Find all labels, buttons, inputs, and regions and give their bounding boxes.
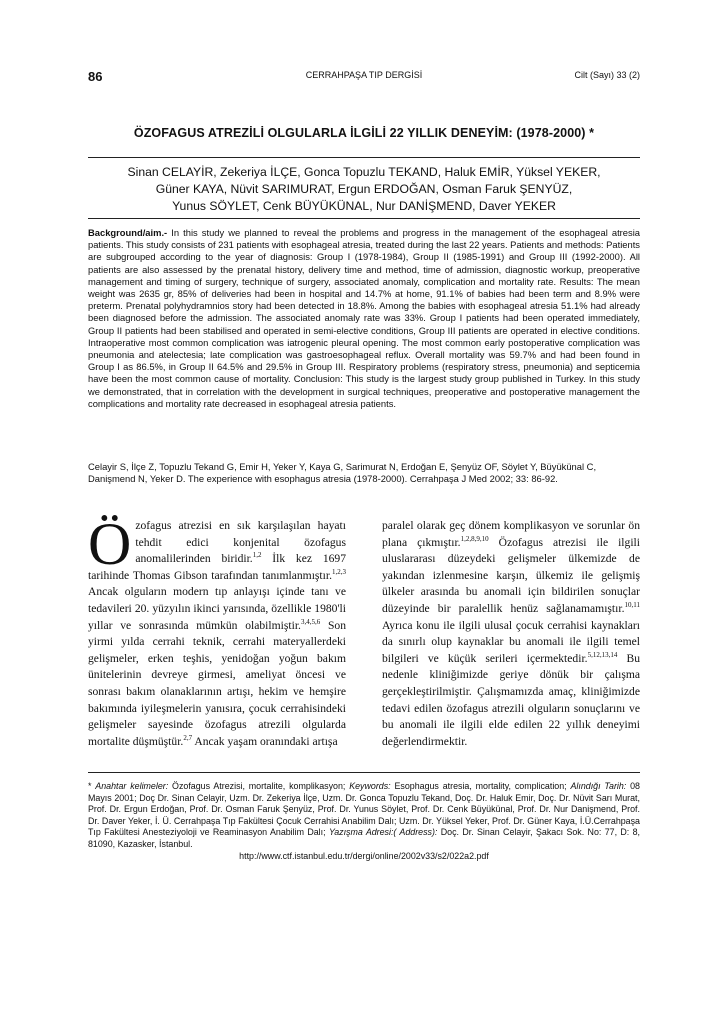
- address-text: Doç. Dr. Sinan Celayir, Şakacı Sok. No: 77, D: 8, 81090, Kazasker, İstanbul.: [88, 827, 640, 849]
- reference-marker: 5,12,13,14: [587, 650, 618, 659]
- article-url[interactable]: http://www.ctf.istanbul.edu.tr/dergi/online/2002v33/s2/022a2.pdf: [239, 851, 489, 861]
- keywords-label: Anahtar kelimeler:: [95, 781, 169, 791]
- body-column-left: [88, 511, 347, 750]
- page-number: 86: [88, 69, 103, 84]
- affiliations-text: 08 Mayıs 2001; Doç Dr. Sinan Celayir, Uzm. Dr. Zekeriya İlçe, Uzm. Dr. Gonca Topuzlu Tekand, Doç. Dr. Haluk Emir, Doç. Dr. Nüvit Sarı Murat, Prof. Dr. Ergun Erdoğan, Prof. Dr. Osman Faruk Şenyüz, Prof. Dr. Yunus Söylet, Prof. Dr. Cenk Büyükünal, Prof. Dr. Nur Danişmend, Prof. Dr. Daver Yeker, İ. Ü. Cerrahpaşa Tıp Fakültesi Çocuk Cerrahisi Anabilim Dalı; Uzm. Dr. Yüksel Yeker, Prof. Dr. Güner Kaya, İ.Ü.Cerrahpaşa Tıp Fakültesi Anesteziyoloji ve Reaminasyon Anabilim Dalı;: [88, 781, 640, 837]
- body-text: Ancak yaşam oranındaki artışa: [192, 734, 338, 748]
- reference-marker: 10,11: [624, 601, 640, 610]
- body-text: zofagus atrezisi en sık karşılaşılan hayatı tehdit edici konjenital özofagus anomalilerinden biridir.: [135, 519, 346, 566]
- reference-marker: 1,2,3: [332, 567, 346, 576]
- reference-marker: 2,7: [183, 733, 193, 742]
- author-list: [88, 164, 640, 215]
- article-title: ÖZOFAGUS ATREZİLİ OLGULARLA İLGİLİ 22 YILLIK DENEYİM: (1978-2000) *: [133, 126, 595, 140]
- body-text: Ancak olguların modern tıp anlayışı içinde tanı ve tedavileri 20. yüzyılın ikinci yarısında, özellikle 1980'li yıllar ve sonrasında mümkün olabilmiştir.: [88, 585, 346, 632]
- abstract-label: Background/aim.-: [88, 227, 168, 238]
- footnote-divider: [88, 772, 640, 773]
- author-line: Yunus SÖYLET, Cenk BÜYÜKÜNAL, Nur DANİŞMEND, Daver YEKER: [172, 199, 556, 213]
- received-date-label: Alındığı Tarih:: [570, 781, 627, 791]
- body-text: Son yirmi yılda cerrahi teknik, cerrahi materyallerdeki gelişmeler, erken teşhis, yenidoğan yoğun bakım ünitelerinin devreye girmesi, ameliyat öncesi ve sonrası bakım olanaklarının artışı, hekim ve hemşire bakımında iyileşmelerin yanısıra, çocuk cerrahisindeki gelişmeler sayesinde özofagus atrezili olgularda mortalite düşmüştür.: [88, 618, 346, 748]
- body-text: Ayrıca konu ile ilgili ulusal çocuk cerrahisi kaynakları da sınırlı olup kaynaklar bu anomali ile ilgili temel bilgileri ve küçük serileri içermektedir.: [382, 618, 640, 665]
- keywords-en-text: Esophagus atresia, mortality, complication;: [390, 781, 571, 791]
- reference-marker: 1,2,8,9,10: [460, 534, 489, 543]
- drop-cap: Ö: [88, 511, 132, 577]
- abstract-text: In this study we planned to reveal the problems and progress in the management of the esophageal atresia patients. This study consists of 231 patients with esophageal atresia, treated during the last 22 years. Patients and methods: Patients are subgrouped according to the year of diagnosis: Group I (1978-1984), Group II (1985-1991) and Group III (1992-2000). All patients are also assessed by the prenatal history, delivery time and method, time of admission, diagnostic workup, preoperative management and timing of surgery, technique of surgery, associated anomaly, complication and mortality rate. Results: The mean weight was 2635 gr, 85% of deliveries had been in hospital and 14.7% at home, 91.1% of babies had been term and 8.9% were preterm. Prenatal polyhydramnios story had been detected in 18.8%. Among the babies with esophageal atresia 51.1% had already been diagnosed before the admission. The associated anomaly rate was 33%. Group I patients had been operated immediately, Group II patients had been stabilised and operated in semi-elective conditions, Group III patients are operated in elective conditions. Intraoperative most common complication was iatrogenic pleural opening. The most common early postoperative complication was pneumonia and atelectesia; late complication was gastroesophageal reflux. Overall mortality was 59.7% and had been found in Group I as 86.5%, in Group II 64.5% and 29.5% in Group III. Respiratory problems (respiratory stress, pneumonia) and septicemia have been the most common cause of mortality. Conclusion: This study is the largest study group published in Turkey. In this study we demonstrated, that in correlation with the development in surgical techniques, preoperative and postoperative management the complications and mortality rate decreased in esophageal atresia patients.: [88, 227, 640, 409]
- footnote: [88, 781, 640, 850]
- body-column-right: [382, 518, 640, 750]
- abstract: [88, 227, 640, 410]
- title-divider: [88, 157, 640, 158]
- footnote-marker: *: [88, 781, 96, 791]
- reference-marker: 1,2: [252, 551, 262, 560]
- address-label: Yazışma Adresi:( Address):: [328, 827, 438, 837]
- page-header: [88, 66, 640, 86]
- author-line: Güner KAYA, Nüvit SARIMURAT, Ergun ERDOĞAN, Osman Faruk ŞENYÜZ,: [155, 182, 573, 196]
- journal-name: CERRAHPAŞA TIP DERGİSİ: [305, 70, 423, 80]
- volume-info: Cilt (Sayı) 33 (2): [574, 70, 640, 80]
- author-line: Sinan CELAYİR, Zekeriya İLÇE, Gonca Topuzlu TEKAND, Haluk EMİR, Yüksel YEKER,: [127, 165, 601, 179]
- body-text: Bu nedenle kliniğimizde geriye dönük bir çalışma gerçekleştirilmiştir. Çalışmamızda amaç, kliniğimizde tedavi edilen özofagus atrezili olguların sonuçlarını ve bu anomali ile ilgili elde edilen 22 yıllık deneyimi değerlendirmektir.: [382, 651, 640, 748]
- body-text: Özofagus atrezisi ile ilgili uluslararası düzeydeki gelişmeler ülkemizde de yakından izlenmesine karşın, ülkemiz ile gelişmiş ülkeler arasında bu anomali için bildirilen sonuçlar düzeyinde bir paralellik henüz sağlanamamıştır.: [382, 535, 640, 615]
- keywords-text: Özofagus Atrezisi, mortalite, komplikasyon;: [168, 781, 350, 791]
- body-text: İlk kez 1697 tarihinde Thomas Gibson tarafından tanımlanmıştır.: [88, 552, 347, 582]
- reference-marker: 3,4,5,6: [300, 617, 321, 626]
- body-text: paralel olarak geç dönem komplikasyon ve sorunlar ön plana çıkmıştır.: [382, 519, 640, 549]
- authors-divider: [88, 218, 640, 219]
- keywords-en-label: Keywords:: [349, 781, 391, 791]
- citation: Celayir S, İlçe Z, Topuzlu Tekand G, Emir H, Yeker Y, Kaya G, Sarimurat N, Erdoğan E, Şenyüz OF, Söylet Y, Büyükünal C, Danişmend N, Yeker D. The experience with esophagus atresia (1978-2000). Cerrahpaşa J Med 2002; 33: 86-92.: [88, 461, 597, 485]
